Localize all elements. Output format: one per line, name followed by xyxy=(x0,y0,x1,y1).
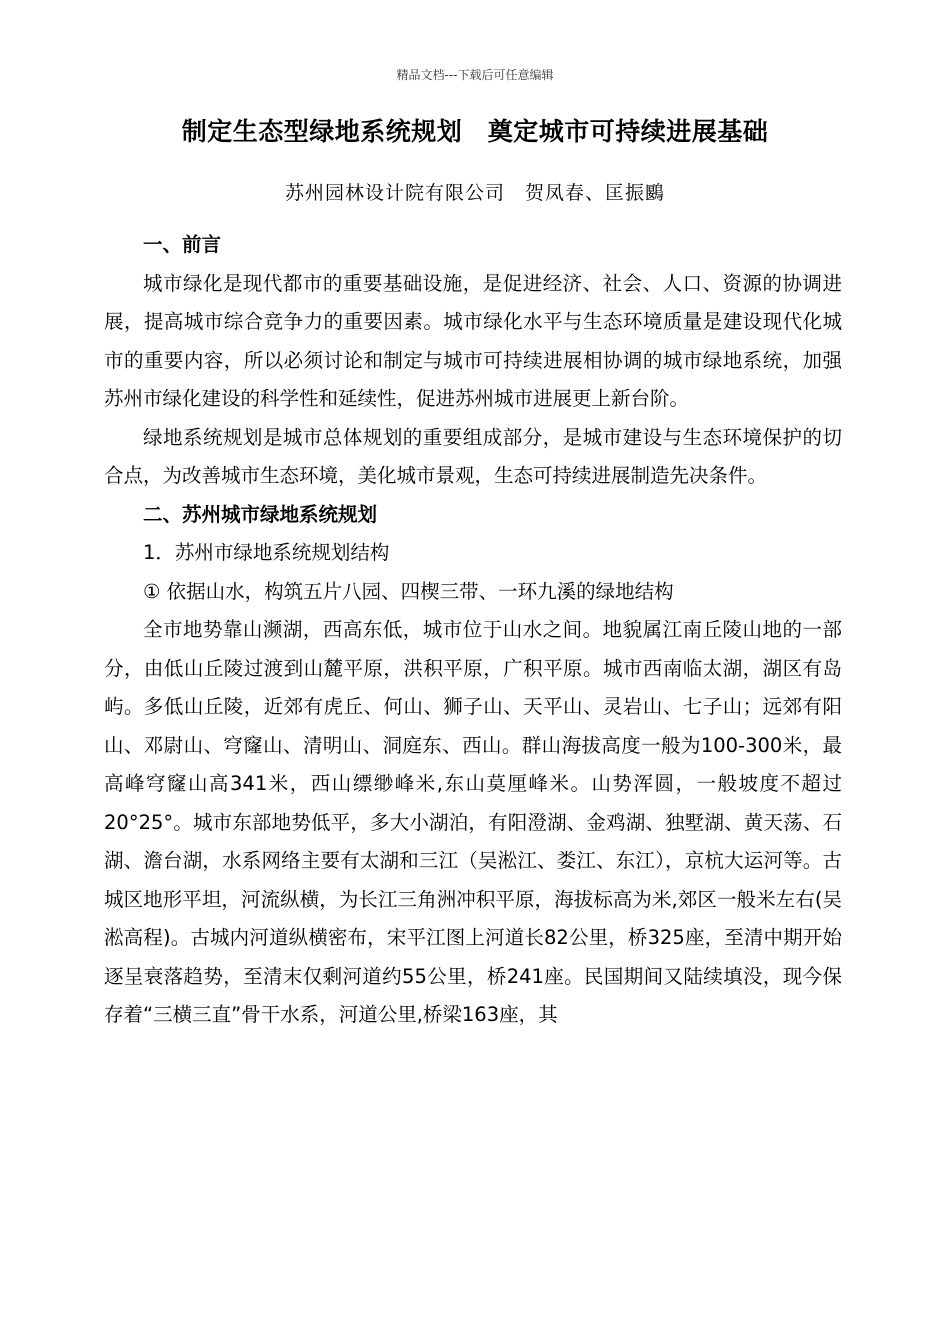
paragraph: 全市地势靠山濒湖，西高东低，城市位于山水之间。地貌属江南丘陵山地的一部分，由低山丘陵过渡到山麓平原，洪积平原，广积平原。城市西南临太湖，湖区有岛屿。多低山丘陵，近郊有虎丘、何山、狮子山、天平山、灵岩山、七子山；远郊有阳山、邓尉山、穹窿山、清明山、洞庭东、西山。群山海拔高度一般为100-300米，最高峰穹窿山高341米，西山缥缈峰米,东山莫厘峰米。山势浑圆，一般坡度不超过20°25°。城市东部地势低平，多大小湖泊，有阳澄湖、金鸡湖、独墅湖、黄天荡、石湖、澹台湖，水系网络主要有太湖和三江（吴淞江、娄江、东江），京杭大运河等。古城区地形平坦，河流纵横，为长江三角洲冲积平原，海拔标高为米,郊区一般米左右(吴淞高程)。古城内河道纵横密布，宋平江图上河道长82公里，桥325座，至清中期开始逐呈衰落趋势，至清末仅剩河道约55公里，桥241座。民国期间又陆续填没，现今保存着“三横三直”骨干水系，河道公里,桥梁163座，其 xyxy=(104,618,842,1026)
section-heading-plan: 二、苏州城市绿地系统规划 xyxy=(143,502,378,526)
subheading: 1．苏州市绿地系统规划结构 xyxy=(143,541,390,564)
document-authors: 苏州园林设计院有限公司 贺凤春、匡振鶠 xyxy=(284,182,665,204)
header-note: 精品文档---下载后可任意编辑 xyxy=(396,68,554,82)
paragraph: 绿地系统规划是城市总体规划的重要组成部分，是城市建设与生态环境保护的切合点，为改善城市生态环境，美化城市景观，生态可持续进展制造先决条件。 xyxy=(104,425,842,487)
document-body xyxy=(104,226,842,1035)
section-heading-preface: 一、前言 xyxy=(143,233,222,256)
subheading: ① 依据山水，构筑五片八园、四楔三带、一环九溪的绿地结构 xyxy=(143,579,674,603)
document-title: 制定生态型绿地系统规划 奠定城市可持续进展基础 xyxy=(181,117,769,146)
paragraph: 城市绿化是现代都市的重要基础设施，是促进经济、社会、人口、资源的协调进展，提高城市综合竞争力的重要因素。城市绿化水平与生态环境质量是建设现代化城市的重要内容，所以必须讨论和制定与城市可持续进展相协调的城市绿地系统，加强苏州市绿化建设的科学性和延续性，促进苏州城市进展更上新台阶。 xyxy=(104,271,842,410)
